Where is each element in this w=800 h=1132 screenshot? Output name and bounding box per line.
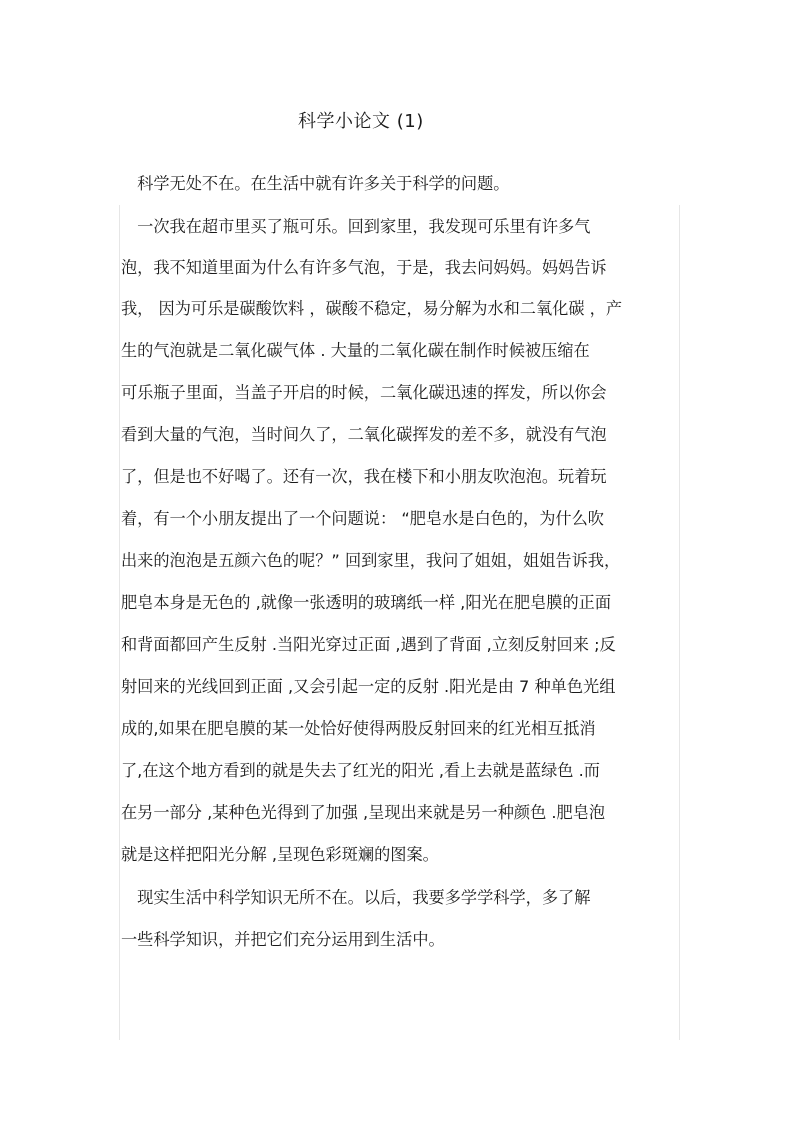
paragraph-line: 我， 因为可乐是碳酸饮料 ，碳酸不稳定，易分解为水和二氧化碳 ，产 <box>121 299 623 318</box>
paragraph-line: 出来的泡泡是五颜六色的呢？” 回到家里，我问了姐姐，姐姐告诉我， <box>121 551 621 570</box>
paragraph-line: 生的气泡就是二氧化碳气体 . 大量的二氧化碳在制作时候被压缩在 <box>121 341 590 360</box>
paragraph-line: 在另一部分 ,某种色光得到了加强 ,呈现出来就是另一种颜色 .肥皂泡 <box>121 803 606 822</box>
paragraph-line: 一些科学知识，并把它们充分运用到生活中。 <box>121 930 445 949</box>
paragraph-line: 着，有一个小朋友提出了一个问题说： “肥皂水是白色的，为什么吹 <box>121 509 604 528</box>
paragraph-line: 和背面都回产生反射 .当阳光穿过正面 ,遇到了背面 ,立刻反射回来 ;反 <box>121 635 616 654</box>
paragraph-line: 现实生活中科学知识无所不在。以后，我要多学学科学，多了解 <box>121 888 591 907</box>
paragraph-line: 看到大量的气泡，当时间久了，二氧化碳挥发的差不多，就没有气泡 <box>121 425 607 444</box>
paragraph-line: 射回来的光线回到正面 ,又会引起一定的反射 .阳光是由 7 种单色光组 <box>121 677 616 696</box>
paragraph-line: 了,在这个地方看到的就是失去了红光的阳光 ,看上去就是蓝绿色 .而 <box>121 761 600 780</box>
paragraph-line: 一次我在超市里买了瓶可乐。回到家里，我发现可乐里有许多气 <box>121 217 591 236</box>
page-right-border <box>679 205 680 1040</box>
paragraph-line: 泡，我不知道里面为什么有许多气泡，于是，我去问妈妈。妈妈告诉 <box>121 258 607 277</box>
paragraph-line: 科学无处不在。在生活中就有许多关于科学的问题。 <box>121 174 510 193</box>
page-left-border <box>119 205 120 1040</box>
paragraph-line: 可乐瓶子里面，当盖子开启的时候，二氧化碳迅速的挥发，所以你会 <box>121 383 607 402</box>
paragraph-line: 就是这样把阳光分解 ,呈现色彩斑斓的图案。 <box>121 845 439 864</box>
page-title: 科学小论文 (1) <box>298 111 424 132</box>
paragraph-line: 成的,如果在肥皂膜的某一处恰好使得两股反射回来的红光相互抵消 <box>121 719 596 738</box>
paragraph-line: 了，但是也不好喝了。还有一次，我在楼下和小朋友吹泡泡。玩着玩 <box>121 467 607 486</box>
paragraph-line: 肥皂本身是无色的 ,就像一张透明的玻璃纸一样 ,阳光在肥皂膜的正面 <box>121 593 612 612</box>
